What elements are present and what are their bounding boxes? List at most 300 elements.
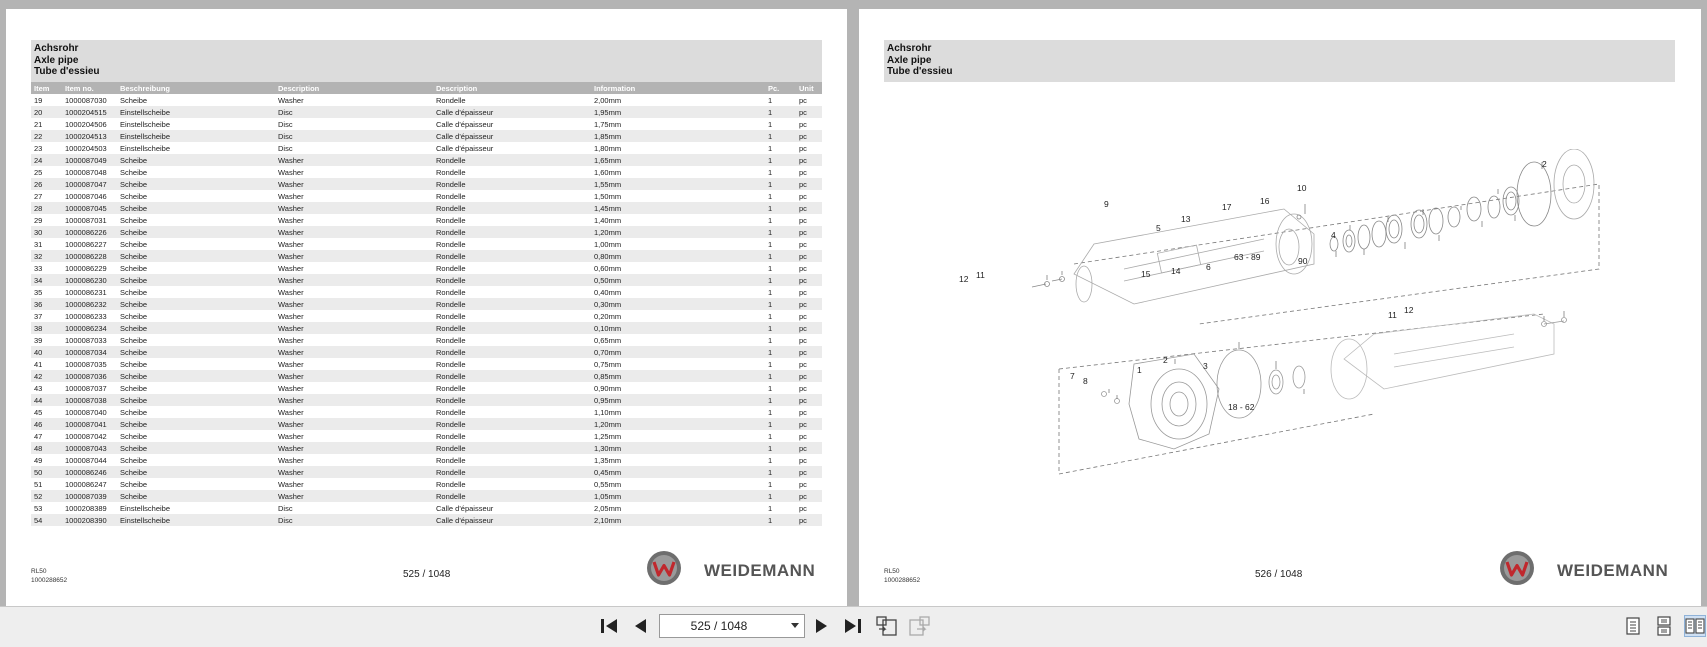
table-row — [31, 238, 822, 250]
callout-label: 9 — [1104, 199, 1109, 209]
cell-unit: pc — [796, 322, 822, 334]
cell-item-no: 1000086226 — [62, 226, 117, 238]
cell-item-no: 1000087044 — [65, 455, 107, 465]
cell-description-en: Washer — [275, 226, 433, 238]
callout-label: 4 — [1331, 230, 1336, 240]
cell-item-no: 1000087038 — [62, 394, 117, 406]
cell-description-fr: Rondelle — [433, 202, 591, 214]
callout-label: 1 — [1137, 365, 1142, 375]
callout-label: 63 - 89 — [1234, 252, 1261, 262]
table-row — [31, 274, 822, 286]
cell-unit: pc — [796, 466, 822, 478]
callout-label: 18 - 62 — [1228, 402, 1255, 412]
cell-item: 37 — [34, 311, 43, 321]
callout-label: 13 — [1181, 214, 1191, 224]
table-row — [31, 310, 822, 322]
cell-beschreibung: Scheibe — [120, 215, 148, 225]
weidemann-logo — [646, 550, 826, 586]
cell-pc: 1 — [765, 274, 796, 286]
table-row — [31, 262, 822, 274]
cell-description-fr: Calle d'épaisseur — [433, 130, 591, 142]
callout-label: 15 — [1141, 269, 1151, 279]
cell-beschreibung: Einstellscheibe — [117, 106, 275, 118]
cell-description-en: Washer — [278, 431, 304, 441]
cell-pc: 1 — [768, 335, 773, 345]
cell-beschreibung: Scheibe — [120, 431, 148, 441]
cell-item-no: 1000087046 — [65, 191, 107, 201]
cell-pc: 1 — [768, 455, 773, 465]
cell-description-fr: Rondelle — [433, 370, 591, 382]
cell-item: 49 — [34, 455, 43, 465]
callout-label: 12 — [959, 274, 969, 284]
cell-pc: 1 — [765, 394, 796, 406]
footer-model-info — [884, 568, 920, 585]
cell-description-en: Washer — [275, 394, 433, 406]
cell-pc: 1 — [765, 298, 796, 310]
cell-pc: 1 — [768, 263, 773, 273]
first-page-icon — [598, 615, 620, 637]
page-number: 526 / 1048 — [1255, 569, 1303, 580]
cell-pc: 1 — [768, 431, 773, 441]
cell-information: 1,05mm — [591, 490, 765, 502]
next-page-button[interactable] — [810, 615, 832, 637]
cell-item-no: 1000086247 — [65, 479, 107, 489]
cell-information: 1,25mm — [594, 431, 622, 441]
table-row — [31, 478, 822, 490]
cell-beschreibung: Scheibe — [117, 202, 275, 214]
callout-label: 6 — [1206, 262, 1211, 272]
cell-description-fr: Rondelle — [436, 383, 466, 393]
go-forward-view-icon — [907, 615, 931, 637]
cell-unit: pc — [799, 407, 807, 417]
cell-beschreibung: Einstellscheibe — [120, 119, 171, 129]
table-row — [31, 454, 822, 466]
first-page-button[interactable] — [598, 615, 620, 637]
cell-beschreibung: Scheibe — [120, 191, 148, 201]
document-page-left — [6, 9, 847, 606]
cell-item-no: 1000204506 — [65, 119, 107, 129]
cell-beschreibung: Scheibe — [120, 455, 148, 465]
cell-pc: 1 — [768, 503, 773, 513]
col-header-description-en: Description — [275, 82, 433, 94]
cell-item: 20 — [31, 106, 62, 118]
cell-information: 0,60mm — [594, 263, 622, 273]
cell-pc: 1 — [768, 479, 773, 489]
cell-beschreibung: Scheibe — [117, 394, 275, 406]
cell-beschreibung: Scheibe — [120, 479, 148, 489]
cell-item: 34 — [31, 274, 62, 286]
cell-information: 0,30mm — [591, 298, 765, 310]
callout-label: 12 — [1404, 305, 1414, 315]
cell-information: 1,80mm — [594, 143, 622, 153]
cell-item: 40 — [31, 346, 62, 358]
cell-pc: 1 — [768, 287, 773, 297]
cell-pc: 1 — [765, 322, 796, 334]
cell-unit: pc — [796, 250, 822, 262]
cell-beschreibung: Einstellscheibe — [117, 514, 275, 526]
cell-description-en: Washer — [278, 455, 304, 465]
cell-description-fr: Rondelle — [436, 335, 466, 345]
cell-unit: pc — [799, 431, 807, 441]
cell-unit: pc — [796, 490, 822, 502]
cell-beschreibung: Scheibe — [117, 346, 275, 358]
cell-information: 0,20mm — [594, 311, 622, 321]
table-row — [31, 106, 822, 118]
table-header-row — [31, 82, 822, 94]
callout-label: 16 — [1260, 196, 1270, 206]
cell-beschreibung: Einstellscheibe — [120, 143, 171, 153]
cell-item-no: 1000086246 — [62, 466, 117, 478]
cell-information: 0,10mm — [591, 322, 765, 334]
cell-information: 1,45mm — [591, 202, 765, 214]
cell-unit: pc — [799, 455, 807, 465]
cell-information: 0,70mm — [591, 346, 765, 358]
table-row — [31, 466, 822, 478]
cell-item-no: 1000208390 — [62, 514, 117, 526]
cell-item: 42 — [31, 370, 62, 382]
cell-item: 45 — [34, 407, 43, 417]
cell-pc: 1 — [768, 215, 773, 225]
cell-description-fr: Rondelle — [436, 287, 466, 297]
page-number-input[interactable] — [660, 615, 778, 637]
title-english: Axle pipe — [34, 54, 79, 66]
cell-item-no: 1000086231 — [65, 287, 107, 297]
cell-description-en: Disc — [278, 503, 293, 513]
table-row — [31, 190, 822, 202]
page-number: 525 / 1048 — [403, 569, 451, 580]
cell-beschreibung: Scheibe — [117, 178, 275, 190]
cell-pc: 1 — [768, 95, 773, 105]
callout-label: 3 — [1203, 361, 1208, 371]
cell-information: 2,00mm — [594, 95, 622, 105]
table-row — [31, 202, 822, 214]
callout-label: 5 — [1156, 223, 1161, 233]
cell-description-en: Washer — [278, 287, 304, 297]
cell-pc: 1 — [765, 154, 796, 166]
cell-information: 0,45mm — [591, 466, 765, 478]
cell-description-en: Washer — [275, 418, 433, 430]
cell-unit: pc — [799, 479, 807, 489]
cell-information: 1,00mm — [594, 239, 622, 249]
cell-pc: 1 — [768, 239, 773, 249]
table-row — [31, 490, 822, 502]
cell-information: 1,65mm — [591, 154, 765, 166]
cell-beschreibung: Scheibe — [117, 418, 275, 430]
cell-description-en: Washer — [278, 383, 304, 393]
cell-description-en: Washer — [275, 370, 433, 382]
cell-unit: pc — [799, 119, 807, 129]
cell-item: 23 — [34, 143, 43, 153]
cell-description-fr: Rondelle — [433, 442, 591, 454]
weidemann-badge-icon — [1499, 550, 1535, 586]
cell-item: 44 — [31, 394, 62, 406]
cell-beschreibung: Scheibe — [117, 370, 275, 382]
parts-table-body — [31, 94, 822, 526]
cell-description-en: Washer — [278, 239, 304, 249]
cell-item-no: 1000087033 — [65, 335, 107, 345]
cell-item-no: 1000204513 — [62, 130, 117, 142]
cell-information: 1,55mm — [591, 178, 765, 190]
last-page-icon — [842, 615, 864, 637]
cell-beschreibung: Scheibe — [120, 335, 148, 345]
document-number: 1000288652 — [31, 576, 68, 584]
cell-item: 46 — [31, 418, 62, 430]
cell-description-fr: Calle d'épaisseur — [433, 514, 591, 526]
cell-item-no: 1000087042 — [65, 431, 107, 441]
cell-beschreibung: Einstellscheibe — [120, 503, 171, 513]
cell-item: 33 — [34, 263, 43, 273]
cell-item-no: 1000087031 — [65, 215, 107, 225]
previous-page-button[interactable] — [630, 615, 652, 637]
table-row — [31, 370, 822, 382]
cell-description-en: Washer — [278, 359, 304, 369]
cell-description-en: Washer — [275, 202, 433, 214]
table-row — [31, 502, 822, 514]
page-header — [31, 40, 822, 82]
document-page-right — [859, 9, 1701, 606]
cell-pc: 1 — [765, 202, 796, 214]
cell-item-no: 1000087036 — [62, 370, 117, 382]
cell-unit: pc — [799, 335, 807, 345]
go-forward-view-button[interactable] — [907, 615, 929, 637]
table-row — [31, 178, 822, 190]
single-page-view-button[interactable] — [1622, 615, 1644, 637]
cell-description-en: Washer — [278, 311, 304, 321]
two-page-view-icon — [1685, 616, 1705, 636]
page-number-field[interactable] — [659, 614, 805, 638]
cell-unit: pc — [796, 106, 822, 118]
cell-description-fr: Rondelle — [433, 178, 591, 190]
document-number: 1000288652 — [884, 576, 921, 584]
cell-unit: pc — [799, 287, 807, 297]
cell-item: 39 — [34, 335, 43, 345]
cell-beschreibung: Scheibe — [117, 490, 275, 502]
cell-description-fr: Rondelle — [436, 311, 466, 321]
cell-description-fr: Calle d'épaisseur — [436, 503, 494, 513]
cell-unit: pc — [799, 143, 807, 153]
chevron-down-icon[interactable] — [791, 623, 799, 628]
cell-item: 19 — [34, 95, 43, 105]
cell-unit: pc — [796, 202, 822, 214]
cell-beschreibung: Scheibe — [117, 322, 275, 334]
cell-beschreibung: Scheibe — [120, 311, 148, 321]
title-english: Axle pipe — [887, 54, 932, 66]
cell-information: 1,10mm — [594, 407, 622, 417]
title-french: Tube d'essieu — [34, 66, 100, 77]
callout-label: 11 — [1388, 310, 1397, 320]
cell-description-en: Washer — [275, 346, 433, 358]
cell-pc: 1 — [768, 119, 773, 129]
cell-pc: 1 — [768, 359, 773, 369]
cell-item: 54 — [31, 514, 62, 526]
cell-description-en: Washer — [278, 215, 304, 225]
cell-description-fr: Rondelle — [436, 431, 466, 441]
cell-beschreibung: Scheibe — [117, 154, 275, 166]
cell-description-fr: Calle d'épaisseur — [436, 143, 494, 153]
cell-item-no: 1000086228 — [62, 250, 117, 262]
continuous-view-button[interactable] — [1653, 615, 1675, 637]
cell-information: 1,20mm — [591, 226, 765, 238]
cell-description-en: Washer — [275, 490, 433, 502]
cell-item: 48 — [31, 442, 62, 454]
cell-description-en: Disc — [278, 143, 293, 153]
col-header-item: Item — [31, 82, 62, 94]
cell-item-no: 1000086227 — [65, 239, 107, 249]
cell-unit: pc — [799, 215, 807, 225]
table-row — [31, 142, 822, 154]
cell-beschreibung: Scheibe — [120, 263, 148, 273]
table-row — [31, 118, 822, 130]
cell-pc: 1 — [765, 466, 796, 478]
continuous-view-icon — [1653, 615, 1675, 637]
cell-unit: pc — [796, 274, 822, 286]
weidemann-badge-icon — [646, 550, 682, 586]
cell-unit: pc — [796, 394, 822, 406]
cell-item-no: 1000204503 — [65, 143, 107, 153]
cell-information: 0,90mm — [594, 383, 622, 393]
cell-item: 43 — [34, 383, 43, 393]
table-row — [31, 298, 822, 310]
cell-unit: pc — [796, 370, 822, 382]
cell-item-no: 1000086230 — [62, 274, 117, 286]
cell-item: 28 — [31, 202, 62, 214]
cell-pc: 1 — [765, 130, 796, 142]
cell-item: 21 — [34, 119, 43, 129]
cell-beschreibung: Scheibe — [120, 287, 148, 297]
go-back-view-icon — [875, 615, 899, 637]
table-row — [31, 154, 822, 166]
table-row — [31, 226, 822, 238]
cell-beschreibung: Scheibe — [120, 95, 148, 105]
table-row — [31, 334, 822, 346]
cell-description-fr: Rondelle — [436, 455, 466, 465]
last-page-button[interactable] — [842, 615, 864, 637]
cell-description-en: Washer — [275, 442, 433, 454]
go-back-view-button[interactable] — [875, 615, 897, 637]
cell-description-fr: Rondelle — [436, 167, 466, 177]
cell-information: 0,65mm — [594, 335, 622, 345]
cell-description-fr: Calle d'épaisseur — [433, 106, 591, 118]
cell-description-en: Washer — [278, 407, 304, 417]
cell-unit: pc — [799, 383, 807, 393]
cell-beschreibung: Scheibe — [117, 466, 275, 478]
cell-item-no: 1000208389 — [65, 503, 107, 513]
cell-item-no: 1000204515 — [62, 106, 117, 118]
cell-unit: pc — [796, 418, 822, 430]
cell-beschreibung: Scheibe — [117, 226, 275, 238]
cell-pc: 1 — [765, 418, 796, 430]
cell-unit: pc — [796, 178, 822, 190]
cell-description-fr: Rondelle — [433, 394, 591, 406]
cell-information: 1,60mm — [594, 167, 622, 177]
col-header-item-no: Item no. — [62, 82, 117, 94]
cell-description-en: Washer — [278, 191, 304, 201]
cell-pc: 1 — [768, 143, 773, 153]
cell-description-fr: Rondelle — [433, 226, 591, 238]
cell-information: 2,10mm — [591, 514, 765, 526]
cell-item-no: 1000087039 — [62, 490, 117, 502]
table-row — [31, 286, 822, 298]
cell-unit: pc — [796, 442, 822, 454]
table-row — [31, 214, 822, 226]
cell-description-en: Washer — [275, 178, 433, 190]
cell-description-fr: Rondelle — [433, 298, 591, 310]
cell-unit: pc — [796, 346, 822, 358]
callout-label: 2 — [1163, 355, 1168, 365]
single-page-view-icon — [1622, 615, 1644, 637]
col-header-description-fr: Description — [433, 82, 591, 94]
cell-beschreibung: Scheibe — [120, 359, 148, 369]
cell-item: 30 — [31, 226, 62, 238]
cell-beschreibung: Scheibe — [120, 167, 148, 177]
table-row — [31, 442, 822, 454]
cell-beschreibung: Scheibe — [117, 250, 275, 262]
model-name: RL50 — [884, 568, 900, 575]
cell-information: 0,50mm — [591, 274, 765, 286]
cell-information: 0,55mm — [594, 479, 622, 489]
cell-description-fr: Rondelle — [433, 490, 591, 502]
cell-information: 1,50mm — [594, 191, 622, 201]
cell-item-no: 1000087035 — [65, 359, 107, 369]
cell-item-no: 1000086232 — [62, 298, 117, 310]
parts-table — [31, 82, 822, 526]
cell-item-no: 1000086234 — [62, 322, 117, 334]
callout-label: 2 — [1542, 159, 1547, 169]
table-row — [31, 322, 822, 334]
table-row — [31, 394, 822, 406]
cell-unit: pc — [799, 239, 807, 249]
cell-description-fr: Rondelle — [433, 466, 591, 478]
cell-unit: pc — [796, 514, 822, 526]
cell-description-fr: Rondelle — [436, 239, 466, 249]
cell-item: 52 — [31, 490, 62, 502]
cell-unit: pc — [799, 167, 807, 177]
cell-pc: 1 — [768, 191, 773, 201]
cell-pc: 1 — [765, 346, 796, 358]
two-page-view-button[interactable] — [1684, 615, 1706, 637]
cell-description-fr: Rondelle — [436, 263, 466, 273]
cell-pc: 1 — [768, 167, 773, 177]
cell-description-en: Washer — [275, 250, 433, 262]
cell-description-en: Washer — [278, 335, 304, 345]
cell-pc: 1 — [765, 106, 796, 118]
cell-pc: 1 — [768, 407, 773, 417]
cell-beschreibung: Scheibe — [120, 239, 148, 249]
next-page-icon — [810, 615, 832, 637]
weidemann-logo — [1499, 550, 1679, 586]
cell-item-no: 1000087047 — [62, 178, 117, 190]
cell-information: 1,95mm — [591, 106, 765, 118]
cell-description-fr: Calle d'épaisseur — [436, 119, 494, 129]
cell-item-no: 1000087048 — [65, 167, 107, 177]
table-row — [31, 406, 822, 418]
cell-item: 41 — [34, 359, 43, 369]
title-french: Tube d'essieu — [887, 66, 953, 77]
cell-description-en: Disc — [275, 106, 433, 118]
cell-beschreibung: Einstellscheibe — [117, 130, 275, 142]
cell-beschreibung: Scheibe — [117, 274, 275, 286]
cell-information: 1,30mm — [591, 442, 765, 454]
cell-description-en: Washer — [275, 298, 433, 310]
cell-item-no: 1000087034 — [62, 346, 117, 358]
cell-unit: pc — [799, 311, 807, 321]
cell-item: 36 — [31, 298, 62, 310]
cell-beschreibung: Scheibe — [117, 298, 275, 310]
cell-item: 50 — [31, 466, 62, 478]
cell-unit: pc — [799, 503, 807, 513]
table-row — [31, 382, 822, 394]
cell-item: 24 — [31, 154, 62, 166]
